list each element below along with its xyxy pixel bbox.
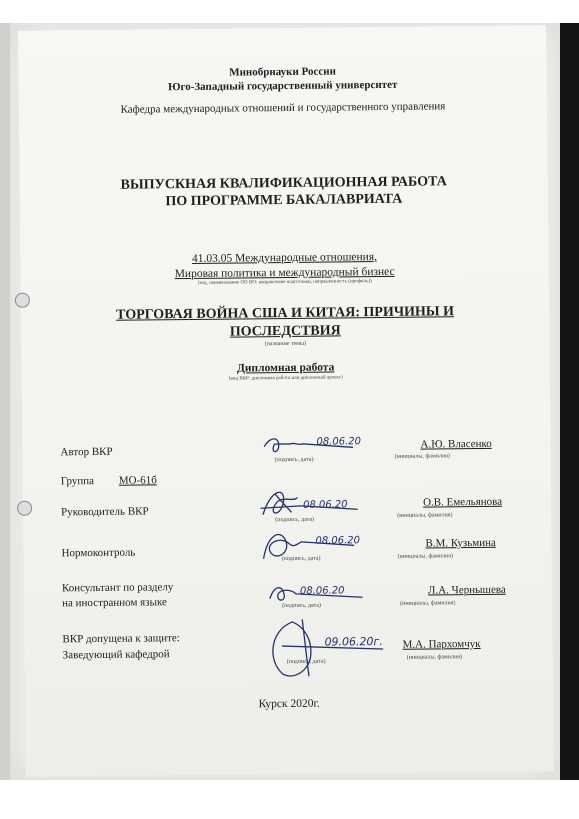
normcontrol-name: В.М. Кузьмина xyxy=(425,536,496,550)
topic-caption: (название темы) xyxy=(264,340,307,348)
city-year: Курск 2020г. xyxy=(258,697,320,711)
document-title-line1: ВЫПУСКНАЯ КВАЛИФИКАЦИОННАЯ РАБОТА xyxy=(120,174,447,193)
ministry: Минобрнауки России xyxy=(229,65,337,79)
admission-label-line1: ВКР допущена к защите: xyxy=(62,632,180,646)
consultant-name-caption: (инициалы, фамилия) xyxy=(400,600,456,607)
document-title-line2: ПО ПРОГРАММЕ БАКАЛАВРИАТА xyxy=(165,191,403,210)
author-signature-icon xyxy=(260,431,370,458)
consultant-label-line1: Консультант по разделу xyxy=(61,581,174,595)
topic-line1: ТОРГОВАЯ ВОЙНА США И КИТАЯ: ПРИЧИНЫ И xyxy=(116,304,455,323)
department: Кафедра международных отношений и государственного управления xyxy=(120,100,446,116)
consultant-sig-caption: (подпись, дата) xyxy=(282,602,322,610)
author-name: А.Ю. Власенко xyxy=(420,437,492,451)
photo-right-edge xyxy=(560,23,579,780)
program-code: 41.03.05 Международные отношения, xyxy=(191,251,378,265)
head-name: М.А. Пархомчук xyxy=(402,637,481,651)
group-label: Группа xyxy=(60,475,95,488)
consultant-name: Л.А. Чернышева xyxy=(427,583,506,597)
admission-label-line2: Заведующий кафедрой xyxy=(62,648,170,662)
supervisor-label: Руководитель ВКР xyxy=(61,505,149,519)
photo-left-edge xyxy=(0,23,10,780)
author-label: Автор ВКР xyxy=(60,445,113,459)
supervisor-name-caption: (инициалы, фамилия) xyxy=(397,512,453,519)
svg-text:09.06.20г.: 09.06.20г. xyxy=(324,635,383,649)
author-sig-caption: (подпись, дата) xyxy=(274,456,314,464)
punch-hole-icon xyxy=(17,501,32,516)
title-page xyxy=(18,25,554,776)
university: Юго-Западный государственный университет xyxy=(168,78,398,94)
svg-text:08.06.20: 08.06.20 xyxy=(303,499,348,511)
author-name-caption: (инициалы, фамилия) xyxy=(394,453,450,460)
work-type-caption: (вид ВКР: дипломная работа или дипломный проект) xyxy=(228,375,343,382)
supervisor-sig-caption: (подпись, дата) xyxy=(275,516,315,524)
head-signature-icon xyxy=(262,615,403,680)
normcontrol-sig-caption: (подпись, дата) xyxy=(281,555,321,563)
svg-text:08.06.20: 08.06.20 xyxy=(315,535,361,547)
head-name-caption: (инициалы, фамилия) xyxy=(406,654,463,661)
group-value: МО-61б xyxy=(118,474,157,487)
topic-line2: ПОСЛЕДСТВИЯ xyxy=(229,323,341,340)
program-profile: Мировая политика и международный бизнес xyxy=(174,265,395,281)
normcontrol-name-caption: (инициалы, фамилия) xyxy=(397,553,453,560)
supervisor-name: О.В. Емельянова xyxy=(423,495,503,509)
head-sig-caption: (подпись, дата) xyxy=(286,658,326,666)
program-caption: (код, наименование ОП ВО: направление подготовки, направленность (профиль)) xyxy=(197,279,372,286)
work-type: Дипломная работа xyxy=(236,361,335,375)
svg-text:08.06.20: 08.06.20 xyxy=(316,436,362,448)
punch-hole-icon xyxy=(15,293,30,308)
normcontrol-label: Нормоконтроль xyxy=(61,546,136,560)
consultant-label-line2: на иностранном языке xyxy=(62,596,167,610)
svg-text:08.06.20: 08.06.20 xyxy=(299,585,345,597)
